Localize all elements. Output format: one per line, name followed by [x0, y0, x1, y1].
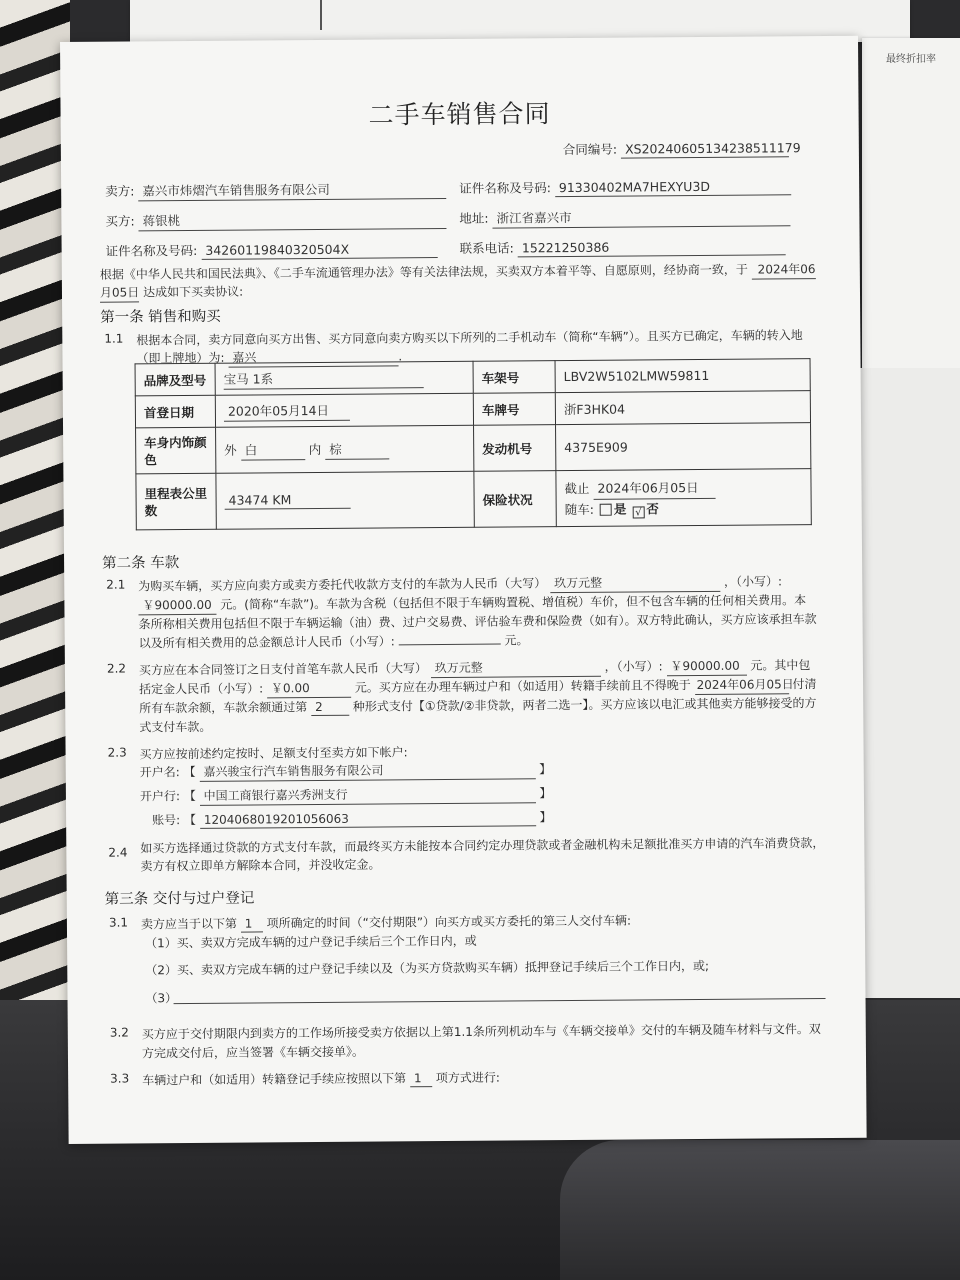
- clause-3-2-line-1: 买方应于交付期限内到卖方的工作场所接受卖方依据以上第1.1条所列机动车与《车辆交接单》交付的车辆及随车材料与文件。双: [141, 1022, 821, 1042]
- seller-name: 嘉兴市炜熠汽车销售服务有限公司: [138, 179, 446, 201]
- address-label: 地址:: [459, 210, 489, 226]
- background-object: [560, 1140, 960, 1280]
- buyer-cert-label: 证件名称及号码:: [105, 242, 198, 259]
- brand-cell: [215, 361, 473, 395]
- seller-label: 卖方:: [105, 183, 135, 199]
- mileage-value: 43474 KM: [225, 492, 351, 510]
- clause-3-1-option-3: （3）: [145, 991, 178, 1006]
- clause-3-3-text-1b: 项方式进行:: [435, 1070, 500, 1086]
- clause-3-1-text-1: 卖方应当于以下第: [140, 916, 238, 932]
- background-paper-right-lower: [860, 368, 960, 998]
- preamble-line-2: [100, 283, 243, 303]
- bracket-close: 】: [539, 786, 552, 801]
- phone-label: 联系电话:: [459, 240, 514, 256]
- seller-cert-row: [459, 176, 791, 198]
- background-paper-right: [862, 38, 960, 368]
- clause-3-3-choice: 1: [410, 1071, 432, 1087]
- contract-title: 二手车销售合同: [368, 99, 551, 130]
- clause-2-2-num: 2.2: [106, 661, 127, 676]
- first-reg-value: 2020年05月14日: [224, 400, 350, 421]
- with-car-no-label: 否: [646, 500, 659, 516]
- first-reg-label: 首登日期: [135, 395, 215, 428]
- contract-document: [60, 36, 867, 1144]
- clause-2-2-amount-cn: 玖万元整: [431, 658, 601, 678]
- seller-cert-label: 证件名称及号码:: [459, 180, 551, 196]
- preamble-text-2: 达成如下买卖协议:: [143, 284, 244, 300]
- clause-2-2-text-3: 所有车款余额，车款余额通过第: [139, 700, 308, 716]
- clause-2-4-line-1: 如买方选择通过贷款的方式支付车款，而最终买方未能按本合同约定办理贷款或者金融机构未足额批准买方申请的汽车消费贷款，: [140, 836, 825, 856]
- buyer-label: 买方:: [105, 213, 135, 229]
- brand-value: 宝马 1系: [224, 368, 424, 390]
- contract-number-label: 合同编号:: [562, 141, 618, 158]
- clause-3-2-num: 3.2: [109, 1025, 129, 1040]
- transfer-city: 嘉兴: [228, 347, 398, 367]
- account-number-label: 账号:: [152, 813, 181, 828]
- clause-2-1-small-label: ，（小写）:: [723, 574, 783, 589]
- color-in-prefix: 内: [308, 441, 322, 457]
- clause-2-1-total-blank: [399, 643, 501, 646]
- clause-2-2-method: 2: [311, 700, 349, 716]
- bracket-close: 】: [539, 762, 552, 777]
- clause-1-1-line-2: （即上牌地）为: 嘉兴 .: [136, 347, 402, 368]
- first-reg-cell: [215, 393, 473, 427]
- clause-3-3-text-1: 车辆过户和（如适用）转籍登记手续应按照以下第: [142, 1071, 407, 1088]
- color-out-prefix: 外: [224, 442, 237, 458]
- vin-label: 车架号: [473, 361, 555, 394]
- vehicle-info-table: [135, 358, 812, 530]
- clause-2-1-text-4: 以及所有相关费用的总金额总计人民币（小写）:: [138, 634, 395, 651]
- buyer-cert: 342601198403205​04X: [201, 241, 437, 260]
- insurance-until: 2024年06月05日: [593, 477, 715, 499]
- clause-3-2-line-2: 方完成交付后，应当签署《车辆交接单》。: [141, 1044, 365, 1061]
- account-bank: 中国工商银行嘉兴秀洲支行: [200, 784, 536, 806]
- clause-3-1-option-2: （2）买、卖双方完成车辆的过户登记手续以及（为买方贷款购买车辆）抵押登记手续后三个工作日内，或;: [145, 958, 710, 978]
- vin-value: LBV2W5102LMW59811: [563, 367, 710, 385]
- article-2-title: 第二条 车款: [102, 555, 180, 572]
- preamble-date-b: 月05日: [100, 283, 139, 302]
- clause-2-1-text-1: 为购买车辆，买方应向卖方或卖方委托代收款方支付的车款为人民币（大写）: [138, 576, 547, 594]
- with-car-no-checkbox[interactable]: √: [632, 506, 644, 518]
- background-fabric: [0, 0, 70, 1000]
- clause-3-3-line-1: [142, 1069, 500, 1090]
- account-name-row: [140, 760, 552, 782]
- engine-label: 发动机号: [474, 425, 556, 472]
- clause-2-1-text-2: 元。(简称“车款”)。车款为含税（包括但不限于车辆购置税、增值税）车价，但不包含车辆的任何相关费用。本: [220, 593, 807, 612]
- buyer-cert-row: [106, 239, 438, 261]
- insurance-cell: [556, 469, 811, 527]
- bracket-open: 【: [183, 764, 196, 780]
- address-row: [459, 206, 790, 229]
- with-car-yes-checkbox[interactable]: [600, 503, 612, 515]
- buyer-row: [105, 209, 446, 232]
- clause-2-2-deposit: ￥0.00: [267, 679, 351, 699]
- clause-2-1-line-3: 条所称相关费用包括但不限于车辆运输（油）费、过户交易费、评估验车费和保险费（如有）。双方特此确认，买方应该承担车款: [138, 612, 817, 632]
- color-in-value: 棕: [325, 439, 389, 460]
- clause-3-1-choice: 1: [241, 916, 263, 932]
- plate-value: 浙F3HK04: [563, 401, 626, 417]
- mileage-label: 里程表公里数: [136, 473, 216, 530]
- clause-2-1-line-4: [139, 631, 529, 651]
- clause-2-2-text-2: 括定金人民币（小写）:: [139, 681, 264, 697]
- clause-2-2-text-1b: 元。其中包: [750, 658, 811, 673]
- insurance-until-prefix: 截止: [564, 480, 590, 496]
- plate-cell: [555, 391, 810, 425]
- bracket-open: 【: [183, 788, 196, 804]
- account-number-row: [140, 808, 552, 829]
- engine-value: 4375E909: [564, 439, 628, 456]
- engine-cell: [556, 423, 811, 471]
- clause-1-1-num: 1.1: [104, 331, 124, 346]
- clause-3-1-text-1b: 项所确定的时间（“交付期限”）向买方或买方委托的第三人交付车辆:: [266, 913, 632, 931]
- insurance-label: 保险状况: [474, 471, 556, 528]
- clause-2-3-num: 2.3: [107, 745, 127, 760]
- article-1-title: 第一条 销售和购买: [100, 308, 221, 326]
- account-name: 嘉兴骏宝行汽车销售服务有限公司: [199, 760, 535, 782]
- clause-2-2-text-1: 买方应在本合同签订之日支付首笔车款人民币（大写）: [138, 661, 427, 678]
- clause-3-1-num: 3.1: [108, 915, 129, 930]
- clause-2-1-text-4b: 元。: [504, 633, 529, 648]
- seller-row: [105, 179, 446, 202]
- clause-2-2-line-4: 式支付车款。: [139, 719, 212, 735]
- clause-3-1-option-3-line: [174, 998, 826, 1004]
- clause-1-1-line-1: 根据本合同，卖方同意向买方出售、买方同意向卖方购买以下所列的二手机动车（简称“车辆”）。且买方已确定，车辆的转入地: [136, 328, 803, 348]
- clause-2-4-num: 2.4: [108, 845, 128, 860]
- bracket-open: 【: [183, 812, 197, 828]
- account-number: 1204068019201056063: [200, 810, 536, 829]
- vin-cell: [555, 359, 810, 393]
- phone-row: [460, 236, 786, 258]
- clause-2-2-amount: ￥90000.00: [666, 657, 746, 677]
- clause-2-2-small-label: ，（小写）:: [604, 659, 663, 674]
- clause-2-2-text-2c: 付清: [792, 677, 817, 692]
- clause-3-1-option-1: （1）买、卖双方完成车辆的过户登记手续后三个工作日内，或: [145, 933, 477, 951]
- clause-2-3-text: 买方应按前述约定按时、足额支付至卖方如下帐户:: [139, 745, 408, 762]
- color-label: 车身内饰颜色: [136, 427, 216, 474]
- clause-2-1-num: 2.1: [106, 577, 126, 592]
- with-car-yes-label: 是: [613, 501, 627, 517]
- clause-3-3-num: 3.3: [110, 1071, 130, 1086]
- preamble-line-1: [100, 260, 816, 285]
- bracket-close: 】: [539, 810, 552, 825]
- phone: 15221250386: [518, 238, 786, 257]
- clause-2-4-line-2: 卖方有权立即单方解除本合同，并没收定金。: [140, 857, 381, 874]
- contract-number-row: [562, 138, 801, 159]
- color-out-value: 白: [241, 440, 305, 461]
- article-3-title: 第三条 交付与过户登记: [104, 890, 255, 908]
- with-car-label: 随车:: [564, 501, 594, 517]
- clause-2-2-text-3b: 种形式支付【①贷款/②非贷款，两者二选一】。买方应该以电汇或其他卖方能够接受的方: [352, 696, 817, 714]
- account-name-label: 开户名:: [139, 765, 180, 780]
- clause-2-2-text-2b: 元。买方应在办理车辆过户和（如适用）转籍手续前且不得晚于: [354, 678, 691, 695]
- brand-label: 品牌及型号: [135, 363, 215, 396]
- clause-3-1-line-1: [141, 912, 631, 934]
- side-paper-label: 最终折扣率: [886, 54, 936, 65]
- clause-2-1-amount-cn: 玖万元整: [550, 573, 720, 593]
- clause-2-1-amount: ￥90000.00: [138, 596, 216, 616]
- with-car-row: [565, 498, 803, 519]
- mileage-cell: [216, 471, 474, 529]
- preamble-text: 根据《中华人民共和国民法典》、《二手车流通管理办法》等有关法律法规，买卖双方本着平等、自愿原则，经协商一致，于: [99, 262, 748, 282]
- clause-2-2-deadline: 2024年06月05日: [695, 675, 789, 695]
- clause-1-1-text-2: （即上牌地）为:: [136, 350, 225, 366]
- account-bank-row: [140, 784, 552, 806]
- preamble-date-a: 2024年06: [752, 260, 816, 280]
- seller-cert: 91330402MA7HEXYU3D: [555, 178, 791, 197]
- buyer-name: 蒋银桃: [139, 209, 447, 231]
- plate-label: 车牌号: [473, 393, 555, 426]
- account-bank-label: 开户行:: [139, 789, 181, 804]
- insurance-until-row: [564, 477, 802, 500]
- color-cell: [216, 425, 474, 473]
- address: 浙江省嘉兴市: [493, 206, 791, 228]
- contract-number: XS20240605134238511179: [621, 140, 789, 158]
